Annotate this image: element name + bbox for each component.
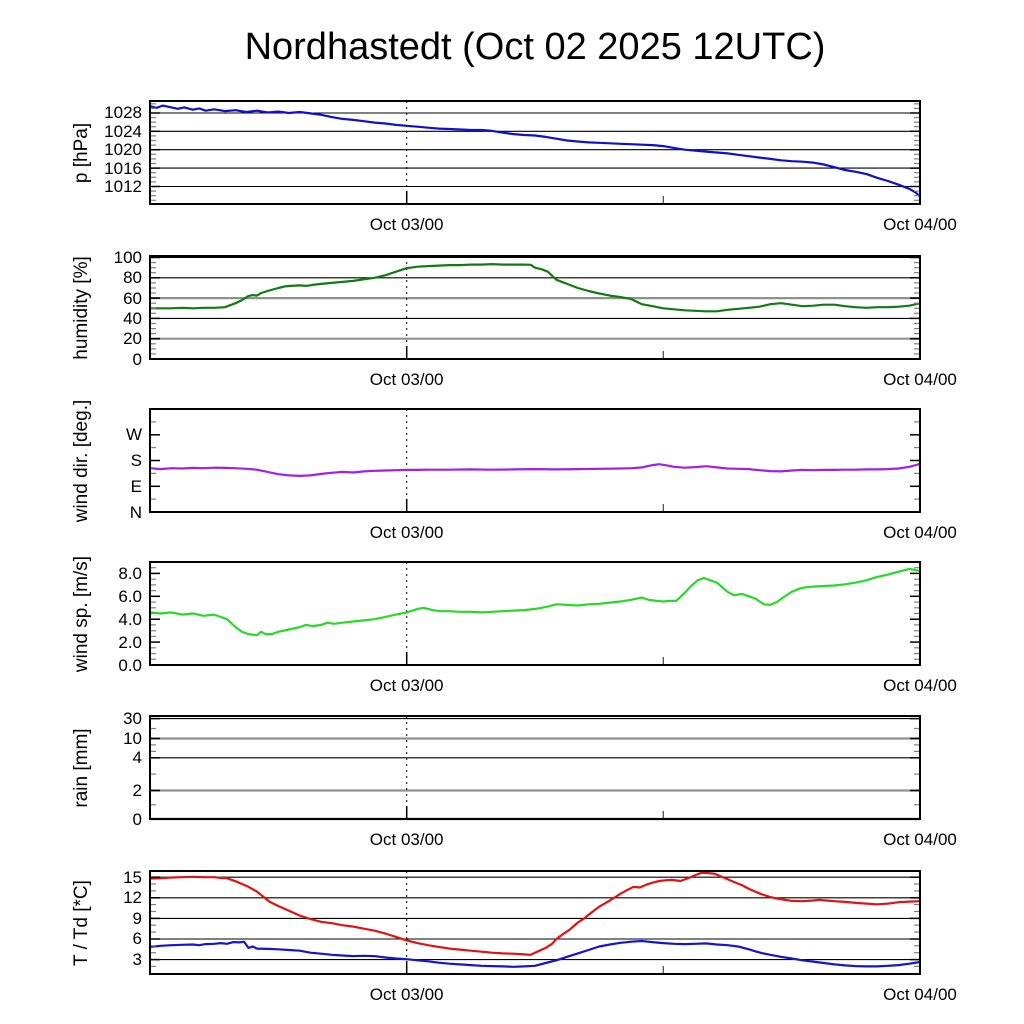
y-axis-label-wind-direction: wind dir. [deg.] <box>71 399 92 522</box>
y-axis-label-humidity: humidity [%] <box>71 255 92 360</box>
panel-wind-speed <box>150 562 920 665</box>
y-tick-label: 80 <box>123 268 142 288</box>
x-tick-label: Oct 04/00 <box>883 370 957 389</box>
x-tick-label: Oct 03/00 <box>369 985 444 1004</box>
panel-humidity <box>150 256 920 359</box>
y-tick-label: 1024 <box>104 121 142 141</box>
y-tick-label: S <box>130 451 142 470</box>
x-tick-label: Oct 03/00 <box>369 370 444 389</box>
panel-wind-direction <box>150 409 920 512</box>
y-tick-label: 1020 <box>104 140 142 160</box>
x-tick-label: Oct 04/00 <box>883 523 957 542</box>
y-tick-label: 4 <box>132 748 142 768</box>
x-tick-label: Oct 04/00 <box>883 676 957 695</box>
wind-direction-line <box>150 464 920 476</box>
panel-border <box>150 871 920 974</box>
x-tick-label: Oct 04/00 <box>883 985 957 1004</box>
panel-pressure <box>150 101 920 204</box>
y-tick-label: 9 <box>132 908 142 928</box>
y-tick-label: 30 <box>123 709 142 729</box>
panel-temperature <box>150 871 920 974</box>
chart-title: Nordhastedt (Oct 02 2025 12UTC) <box>244 26 826 68</box>
y-tick-label: 100 <box>113 248 142 268</box>
y-tick-label: 20 <box>123 329 142 349</box>
y-tick-label: 2 <box>132 780 142 800</box>
y-tick-label: 0 <box>132 809 142 829</box>
x-tick-label: Oct 03/00 <box>369 215 444 234</box>
y-tick-label: 40 <box>123 308 142 328</box>
y-tick-label: 4.0 <box>118 609 142 629</box>
panel-border <box>150 562 920 665</box>
y-tick-label: 8.0 <box>118 563 142 583</box>
y-tick-label: 0.0 <box>118 655 142 675</box>
y-tick-label: 60 <box>123 288 142 308</box>
panel-border <box>150 101 920 204</box>
panel-border <box>150 409 920 512</box>
y-axis-label-pressure: p [hPa] <box>71 122 92 183</box>
y-tick-label: 15 <box>123 867 142 887</box>
y-tick-label: W <box>125 425 142 445</box>
y-tick-label: 0 <box>132 349 142 369</box>
y-tick-label: 2.0 <box>118 632 142 652</box>
panel-rain <box>150 716 920 819</box>
x-tick-label: Oct 04/00 <box>883 830 957 849</box>
y-axis-label-rain: rain [mm] <box>71 727 92 808</box>
x-tick-label: Oct 03/00 <box>369 523 444 542</box>
temperature-line <box>150 873 920 955</box>
wind-speed-line <box>150 569 920 635</box>
panel-border <box>150 256 920 359</box>
y-tick-label: 1016 <box>104 158 142 178</box>
humidity-line <box>150 264 920 311</box>
y-tick-label: 12 <box>123 888 142 908</box>
y-axis-label-temperature: T / Td [*C] <box>71 879 92 966</box>
panel-border <box>150 716 920 819</box>
y-tick-label: 1012 <box>104 177 142 197</box>
x-tick-label: Oct 03/00 <box>369 830 444 849</box>
y-tick-label: E <box>130 476 142 496</box>
y-tick-label: 10 <box>123 728 142 748</box>
x-tick-label: Oct 04/00 <box>883 215 957 234</box>
y-axis-label-wind-speed: wind sp. [m/s] <box>71 555 92 672</box>
x-tick-label: Oct 03/00 <box>369 676 444 695</box>
y-tick-label: N <box>129 502 142 522</box>
y-tick-label: 6 <box>132 929 142 949</box>
pressure-line <box>150 106 920 197</box>
y-tick-label: 3 <box>132 950 142 970</box>
y-tick-label: 1028 <box>104 103 142 123</box>
y-tick-label: 6.0 <box>118 586 142 606</box>
